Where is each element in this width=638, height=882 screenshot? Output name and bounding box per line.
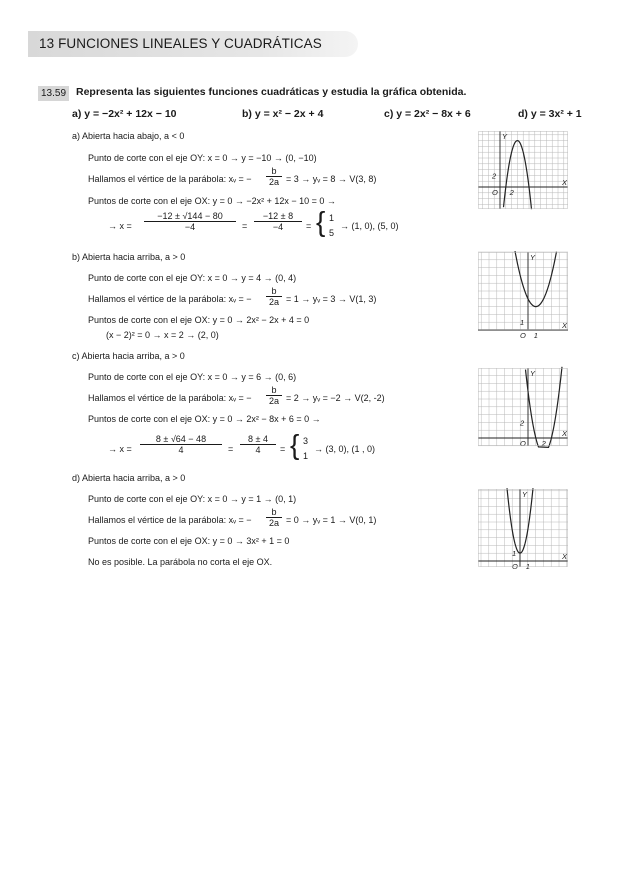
root-1: 3 xyxy=(303,436,309,446)
part-c-roots: → (3, 0), (1 , 0) xyxy=(314,444,376,454)
frac-denominator: 4 xyxy=(240,444,276,455)
chapter-header xyxy=(28,31,358,57)
brace-icon: { xyxy=(290,429,300,460)
origin-label: O xyxy=(520,331,526,340)
frac-numerator: b xyxy=(271,166,277,176)
part-d-vertex-result: = 0 → yᵥ = 1 → V(0, 1) xyxy=(286,515,377,525)
part-c-vertex-text: Hallamos el vértice de la parábola: xᵥ = − xyxy=(88,393,252,403)
part-d-opening: d) Abierta hacia arriba, a > 0 xyxy=(72,473,186,483)
y-axis-label: Y xyxy=(530,253,536,262)
graph-frame xyxy=(479,490,568,567)
frac-numerator: −12 ± 8 xyxy=(262,211,294,221)
frac-numerator: −12 ± √144 − 80 xyxy=(157,211,223,221)
frac-numerator: 8 ± √64 − 48 xyxy=(155,434,207,444)
part-a-vertex-fraction xyxy=(266,166,282,187)
part-d-vertex-fraction xyxy=(266,507,282,528)
part-a-roots: → (1, 0), (5, 0) xyxy=(340,221,399,231)
x-tick-label: 1 xyxy=(525,562,530,571)
grid-lines xyxy=(478,489,568,567)
frac-numerator: b xyxy=(271,286,277,296)
x-axis-label: X xyxy=(562,321,568,330)
frac-denominator: 2a xyxy=(266,395,282,406)
frac-denominator: −4 xyxy=(254,221,302,232)
equals-sign: = xyxy=(228,444,234,454)
graph-d xyxy=(478,489,572,569)
part-d-vertex-text: Hallamos el vértice de la parábola: xᵥ = − xyxy=(88,515,252,525)
frac-denominator: 2a xyxy=(266,296,282,307)
part-a-opening: a) Abierta hacia abajo, a < 0 xyxy=(72,131,185,141)
y-tick-label: 1 xyxy=(512,549,517,559)
frac-numerator: b xyxy=(271,385,277,395)
part-c-simplified xyxy=(240,434,276,455)
equals-sign: = xyxy=(306,221,312,231)
graph-c xyxy=(478,368,572,448)
part-b-vertex-result: = 1 → yᵥ = 3 → V(1, 3) xyxy=(286,294,377,304)
y-axis-label: Y xyxy=(530,369,536,378)
part-a-simplified xyxy=(254,211,302,232)
part-b-vertex-fraction xyxy=(266,286,282,307)
x-axis-label: X xyxy=(562,552,568,561)
frac-numerator: b xyxy=(271,507,277,517)
part-c-oy: Punto de corte con el eje OY: x = 0 → y = 6 → (0, 6) xyxy=(88,372,297,382)
frac-denominator: −4 xyxy=(144,221,236,232)
function-b: b) y = x² − 2x + 4 xyxy=(242,108,324,120)
root-2: 5 xyxy=(329,228,335,238)
part-c-solution-lead: → x = xyxy=(108,444,132,454)
graph-a xyxy=(478,131,572,211)
part-a-oy: Punto de corte con el eje OY: x = 0 → y = −10 → (0, −10) xyxy=(88,153,317,163)
part-d-note: No es posible. La parábola no corta el eje OX. xyxy=(88,557,273,567)
y-tick-label: 2 xyxy=(492,171,497,181)
part-b-vertex-text: Hallamos el vértice de la parábola: xᵥ = − xyxy=(88,294,252,304)
part-a-solution-lead: → x = xyxy=(108,221,132,231)
graph-b xyxy=(478,252,572,340)
y-tick-label: 2 xyxy=(520,418,525,428)
part-c-ox: Puntos de corte con el eje OX: y = 0 → 2x² − 8x + 6 = 0 → xyxy=(88,414,321,424)
part-b-oy: Punto de corte con el eje OY: x = 0 → y = 4 → (0, 4) xyxy=(88,273,297,283)
frac-denominator: 4 xyxy=(140,444,222,455)
equals-sign: = xyxy=(242,221,248,231)
part-b-ox-result: (x − 2)² = 0 → x = 2 → (2, 0) xyxy=(106,330,219,340)
part-d-ox: Puntos de corte con el eje OX: y = 0 → 3x² + 1 = 0 xyxy=(88,536,290,546)
frac-numerator: 8 ± 4 xyxy=(248,434,268,444)
brace-icon: { xyxy=(316,206,326,237)
x-axis-label: X xyxy=(562,429,568,438)
part-a-ox: Puntos de corte con el eje OX: y = 0 → −2x² + 12x − 10 = 0 → xyxy=(88,196,336,206)
equals-sign: = xyxy=(280,444,286,454)
x-tick-label: 1 xyxy=(533,331,538,340)
part-c-vertex-fraction xyxy=(266,385,282,406)
problem-statement: Representa las siguientes funciones cuadráticas y estudia la gráfica obtenida. xyxy=(76,86,467,98)
part-c-quadratic-formula xyxy=(140,434,222,455)
x-axis-label: X xyxy=(562,178,568,187)
problem-number: 13.59 xyxy=(38,86,69,101)
part-b-ox: Puntos de corte con el eje OX: y = 0 → 2x² − 2x + 4 = 0 xyxy=(88,315,310,325)
part-a-vertex-result: = 3 → yᵥ = 8 → V(3, 8) xyxy=(286,174,377,184)
function-c: c) y = 2x² − 8x + 6 xyxy=(384,108,471,120)
function-a: a) y = −2x² + 12x − 10 xyxy=(72,108,177,120)
function-d: d) y = 3x² + 1 xyxy=(518,108,582,120)
part-a-vertex-text: Hallamos el vértice de la parábola: xᵥ = − xyxy=(88,174,252,184)
part-c-vertex-result: = 2 → yᵥ = −2 → V(2, -2) xyxy=(286,393,385,403)
frac-denominator: 2a xyxy=(266,176,282,187)
part-d-oy: Punto de corte con el eje OY: x = 0 → y = 1 → (0, 1) xyxy=(88,494,297,504)
x-tick-label: 2 xyxy=(509,188,514,197)
part-b-opening: b) Abierta hacia arriba, a > 0 xyxy=(72,252,186,262)
grid-lines xyxy=(478,131,568,209)
grid-lines xyxy=(478,368,568,446)
y-axis-label: Y xyxy=(502,132,508,141)
part-a-quadratic-formula xyxy=(144,211,236,232)
chapter-title: 13 FUNCIONES LINEALES Y CUADRÁTICAS xyxy=(39,36,322,51)
frac-denominator: 2a xyxy=(266,517,282,528)
root-1: 1 xyxy=(329,213,335,223)
root-2: 1 xyxy=(303,451,309,461)
x-tick-label: 2 xyxy=(541,439,546,448)
y-tick-label: 1 xyxy=(520,318,525,328)
part-c-opening: c) Abierta hacia arriba, a > 0 xyxy=(72,351,185,361)
origin-label: O xyxy=(520,439,526,448)
origin-label: O xyxy=(492,188,498,197)
origin-label: O xyxy=(512,562,518,571)
y-axis-label: Y xyxy=(522,490,528,499)
